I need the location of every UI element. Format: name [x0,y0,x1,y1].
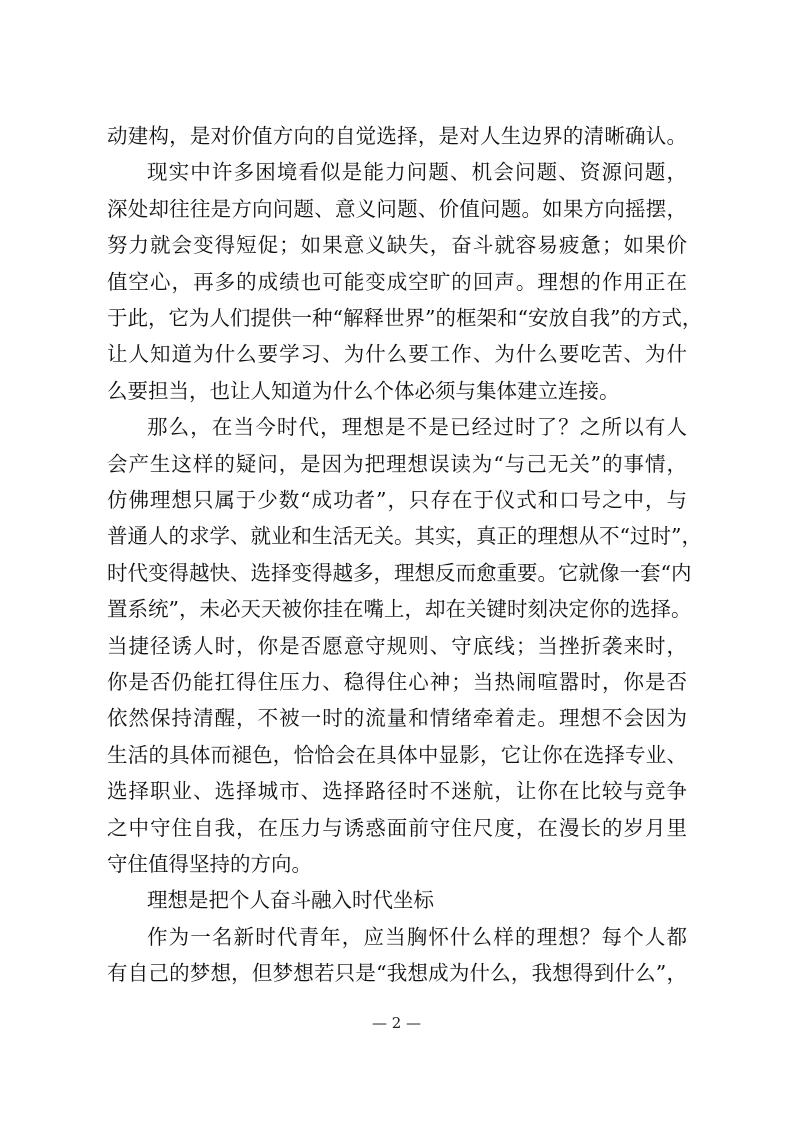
paragraph-2-line-7: 么要担当，也让人知道为什么个体必须与集体建立连接。 [107,379,620,403]
paragraph-3-line-12: 之中守住自我，在压力与诱惑面前守住尺度，在漫长的岁月里 [107,816,687,840]
paragraph-3-line-4: 普通人的求学、就业和生活无关。其实，真正的理想从不“过时”， [107,524,702,548]
paragraph-3-line-3: 仿佛理想只属于少数“成功者”，只存在于仪式和口号之中，与 [107,488,687,512]
paragraph-3-line-10: 生活的具体而褪色，恰恰会在具体中显影，它让你在选择专业、 [107,743,687,767]
paragraph-3-line-8: 你是否仍能扛得住压力、稳得住心神；当热闹喧嚣时，你是否 [107,670,687,694]
paragraph-2-line-6: 让人知道为什么要学习、为什么要工作、为什么要吃苦、为什 [107,342,687,366]
paragraph-2-line-3: 努力就会变得短促；如果意义缺失，奋斗就容易疲惫；如果价 [107,233,687,257]
paragraph-3-line-11: 选择职业、选择城市、选择路径时不迷航，让你在比较与竞争 [107,779,687,803]
paragraph-2-line-2: 深处却往往是方向问题、意义问题、价值问题。如果方向摇摆， [107,197,687,221]
paragraph-3-line-13: 守住值得坚持的方向。 [107,852,312,876]
paragraph-3-line-6: 置系统”，未必天天被你挂在嘴上，却在关键时刻决定你的选择。 [107,597,692,621]
paragraph-2-line-4: 值空心，再多的成绩也可能变成空旷的回声。理想的作用正在 [107,270,687,294]
section-heading: 理想是把个人奋斗融入时代坐标 [147,888,434,912]
paragraph-3-line-5: 时代变得越快、选择变得越多，理想反而愈重要。它就像一套“内 [107,561,692,585]
page-number: — 2 — [371,1014,422,1032]
paragraph-3-line-9: 依然保持清醒，不被一时的流量和情绪牵着走。理想不会因为 [107,706,687,730]
paragraph-1-line-1: 动建构，是对价值方向的自觉选择，是对人生边界的清晰确认。 [107,124,687,148]
paragraph-4-line-1: 作为一名新时代青年，应当胸怀什么样的理想？每个人都 [147,925,687,949]
paragraph-2-line-1: 现实中许多困境看似是能力问题、机会问题、资源问题， [147,160,687,184]
paragraph-3-line-2: 会产生这样的疑问，是因为把理想误读为“与己无关”的事情， [107,452,687,476]
paragraph-3-line-7: 当捷径诱人时，你是否愿意守规则、守底线；当挫折袭来时， [107,634,687,658]
paragraph-3-line-1: 那么，在当今时代，理想是不是已经过时了？之所以有人 [147,415,687,439]
paragraph-2-line-5: 于此，它为人们提供一种“解释世界”的框架和“安放自我”的方式， [107,306,703,330]
paragraph-4-line-2: 有自己的梦想，但梦想若只是“我想成为什么，我想得到什么”， [107,961,687,985]
